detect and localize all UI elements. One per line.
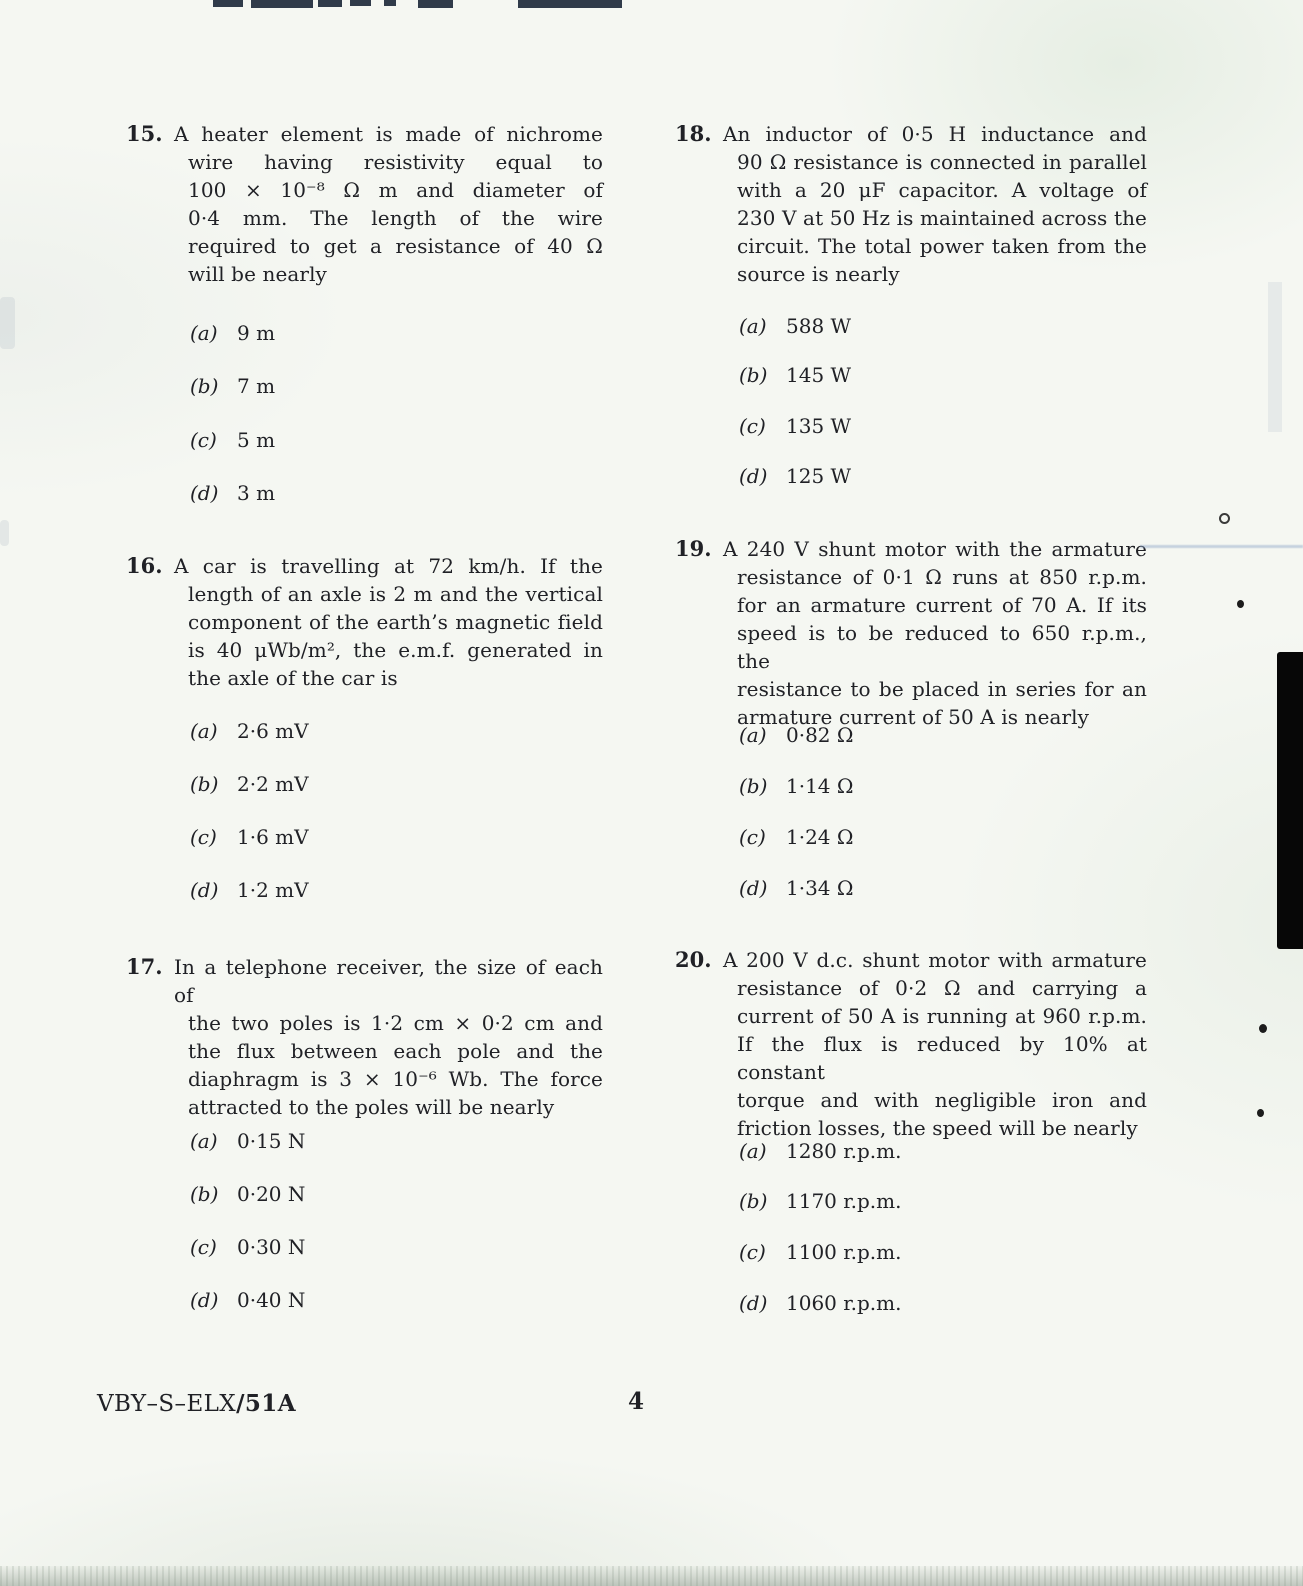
question-line: component of the earth’s magnetic field <box>188 610 603 634</box>
question-number: 16. <box>126 553 163 578</box>
option-text: 1·24 Ω <box>786 825 854 849</box>
question-line: armature current of 50 A is nearly <box>737 705 1090 729</box>
option-text: 1·14 Ω <box>786 774 854 798</box>
option-label: (d) <box>739 464 768 488</box>
question-line: wire having resistivity equal to <box>188 150 603 174</box>
scan-smudge <box>0 297 15 349</box>
question-line: In a telephone receiver, the size of each of <box>174 955 603 1007</box>
question-18 <box>675 120 1147 488</box>
option-text: 1170 r.p.m. <box>786 1189 902 1213</box>
option-b <box>188 373 603 399</box>
question-line: speed is to be reduced to 650 r.p.m., the <box>737 621 1147 673</box>
question-line: 230 V at 50 Hz is maintained across the <box>737 206 1147 230</box>
option-text: 1·34 Ω <box>786 876 854 900</box>
option-c <box>737 1239 1147 1265</box>
option-a <box>188 320 603 346</box>
option-c <box>188 1234 603 1260</box>
question-line: resistance of 0·1 Ω runs at 850 r.p.m. <box>737 565 1147 589</box>
option-text: 9 m <box>237 321 276 345</box>
option-text: 1100 r.p.m. <box>786 1240 902 1264</box>
scan-artifact-line <box>1140 545 1303 548</box>
scan-artifact-top-fragment <box>350 0 371 6</box>
scan-artifact-black-bar <box>1277 652 1303 949</box>
question-number: 15. <box>126 121 163 146</box>
question-number: 18. <box>675 121 712 146</box>
booklet-code-suffix: /51A <box>236 1390 296 1417</box>
option-label: (b) <box>190 374 219 398</box>
option-text: 1060 r.p.m. <box>786 1291 902 1315</box>
option-a <box>188 1128 603 1154</box>
scan-artifact-bottom-strip <box>0 1566 1303 1586</box>
option-a <box>737 313 1147 339</box>
option-text: 1·2 mV <box>237 878 309 902</box>
question-number: 17. <box>126 954 163 979</box>
option-label: (a) <box>190 1129 218 1153</box>
option-d <box>737 875 1147 901</box>
question-line: If the flux is reduced by 10% at constant <box>737 1032 1147 1084</box>
question-line: A car is travelling at 72 km/h. If the <box>174 554 603 578</box>
option-label: (d) <box>739 876 768 900</box>
scan-artifact-top-fragment <box>318 0 342 7</box>
page-number: 4 <box>628 1388 645 1415</box>
option-c <box>188 427 603 453</box>
option-d <box>188 877 603 903</box>
booklet-code <box>97 1390 296 1417</box>
question-16 <box>126 552 603 902</box>
option-label: (d) <box>190 481 219 505</box>
question-line: is 40 μWb/m², the e.m.f. generated in <box>188 638 603 662</box>
option-label: (c) <box>739 1240 766 1264</box>
option-c <box>737 824 1147 850</box>
question-text <box>174 953 603 1121</box>
question-line: diaphragm is 3 × 10⁻⁶ Wb. The force <box>188 1067 603 1091</box>
question-line: torque and with negligible iron and <box>737 1088 1147 1112</box>
question-text <box>723 946 1147 1142</box>
option-b <box>737 362 1147 388</box>
scan-artifact-top-fragment <box>213 0 243 7</box>
option-label: (c) <box>190 1235 217 1259</box>
option-text: 145 W <box>786 363 852 387</box>
option-c <box>188 824 603 850</box>
option-b <box>737 1188 1147 1214</box>
option-text: 2·6 mV <box>237 719 309 743</box>
option-text: 7 m <box>237 374 276 398</box>
question-line: resistance of 0·2 Ω and carrying a <box>737 976 1147 1000</box>
option-d <box>737 463 1147 489</box>
question-line: for an armature current of 70 A. If its <box>737 593 1147 617</box>
question-text <box>723 120 1147 288</box>
option-label: (b) <box>190 772 219 796</box>
option-b <box>737 773 1147 799</box>
question-number: 19. <box>675 536 712 561</box>
option-text: 5 m <box>237 428 276 452</box>
question-20 <box>675 946 1147 1315</box>
option-text: 1·6 mV <box>237 825 309 849</box>
option-text: 3 m <box>237 481 276 505</box>
question-line: A heater element is made of nichrome <box>174 122 603 146</box>
option-label: (b) <box>190 1182 219 1206</box>
scan-artifact-top-fragment <box>518 0 622 8</box>
option-b <box>188 771 603 797</box>
question-line: the axle of the car is <box>188 666 398 690</box>
ink-dot <box>1257 1109 1264 1117</box>
question-line: circuit. The total power taken from the <box>737 234 1147 258</box>
option-label: (d) <box>190 1288 219 1312</box>
question-19 <box>675 535 1147 900</box>
ink-dot <box>1259 1024 1267 1033</box>
question-line: friction losses, the speed will be nearly <box>737 1116 1138 1140</box>
question-line: 100 × 10⁻⁸ Ω m and diameter of <box>188 178 603 202</box>
question-line: 0·4 mm. The length of the wire <box>188 206 603 230</box>
question-line: A 240 V shunt motor with the armature <box>723 537 1147 561</box>
option-text: 1280 r.p.m. <box>786 1139 902 1163</box>
option-c <box>737 413 1147 439</box>
option-label: (c) <box>190 825 217 849</box>
question-line: An inductor of 0·5 H inductance and <box>723 122 1147 146</box>
option-a <box>188 718 603 744</box>
option-d <box>188 1287 603 1313</box>
question-number: 20. <box>675 947 712 972</box>
option-a <box>737 722 1147 748</box>
option-a <box>737 1138 1147 1164</box>
option-label: (c) <box>739 414 766 438</box>
question-line: length of an axle is 2 m and the vertical <box>188 582 603 606</box>
ink-dot <box>1237 600 1244 608</box>
option-label: (a) <box>739 314 767 338</box>
option-text: 135 W <box>786 414 852 438</box>
booklet-code-prefix: VBY–S–ELX <box>97 1391 237 1417</box>
option-text: 0·20 N <box>237 1182 306 1206</box>
question-text <box>174 552 603 692</box>
option-text: 2·2 mV <box>237 772 309 796</box>
question-text <box>723 535 1147 731</box>
option-label: (a) <box>190 719 218 743</box>
option-label: (a) <box>190 321 218 345</box>
question-17 <box>126 953 603 1312</box>
question-line: the flux between each pole and the <box>188 1039 603 1063</box>
option-label: (b) <box>739 363 768 387</box>
option-d <box>188 480 603 506</box>
option-label: (c) <box>739 825 766 849</box>
option-text: 0·15 N <box>237 1129 306 1153</box>
option-text: 125 W <box>786 464 852 488</box>
option-text: 0·30 N <box>237 1235 306 1259</box>
scan-artifact-band <box>1268 282 1282 432</box>
question-line: current of 50 A is running at 960 r.p.m. <box>737 1004 1147 1028</box>
question-line: A 200 V d.c. shunt motor with armature <box>723 948 1147 972</box>
option-label: (c) <box>190 428 217 452</box>
question-line: resistance to be placed in series for an <box>737 677 1147 701</box>
scan-artifact-top-fragment <box>251 0 313 8</box>
question-line: source is nearly <box>737 262 900 286</box>
option-d <box>737 1290 1147 1316</box>
option-label: (a) <box>739 1139 767 1163</box>
option-text: 0·82 Ω <box>786 723 854 747</box>
question-line: attracted to the poles will be nearly <box>188 1095 555 1119</box>
option-text: 0·40 N <box>237 1288 306 1312</box>
question-15 <box>126 120 603 505</box>
question-text <box>174 120 603 288</box>
scan-smudge <box>0 520 9 546</box>
option-label: (a) <box>739 723 767 747</box>
option-text: 588 W <box>786 314 852 338</box>
scan-artifact-top-fragment <box>418 0 453 8</box>
question-line: the two poles is 1·2 cm × 0·2 cm and <box>188 1011 603 1035</box>
option-label: (b) <box>739 1189 768 1213</box>
question-line: required to get a resistance of 40 Ω <box>188 234 603 258</box>
option-label: (b) <box>739 774 768 798</box>
ink-dot <box>1219 513 1230 524</box>
option-label: (d) <box>739 1291 768 1315</box>
question-line: 90 Ω resistance is connected in parallel <box>737 150 1147 174</box>
option-label: (d) <box>190 878 219 902</box>
question-line: will be nearly <box>188 262 327 286</box>
scan-artifact-top-fragment <box>384 0 396 6</box>
option-b <box>188 1181 603 1207</box>
question-line: with a 20 μF capacitor. A voltage of <box>737 178 1147 202</box>
